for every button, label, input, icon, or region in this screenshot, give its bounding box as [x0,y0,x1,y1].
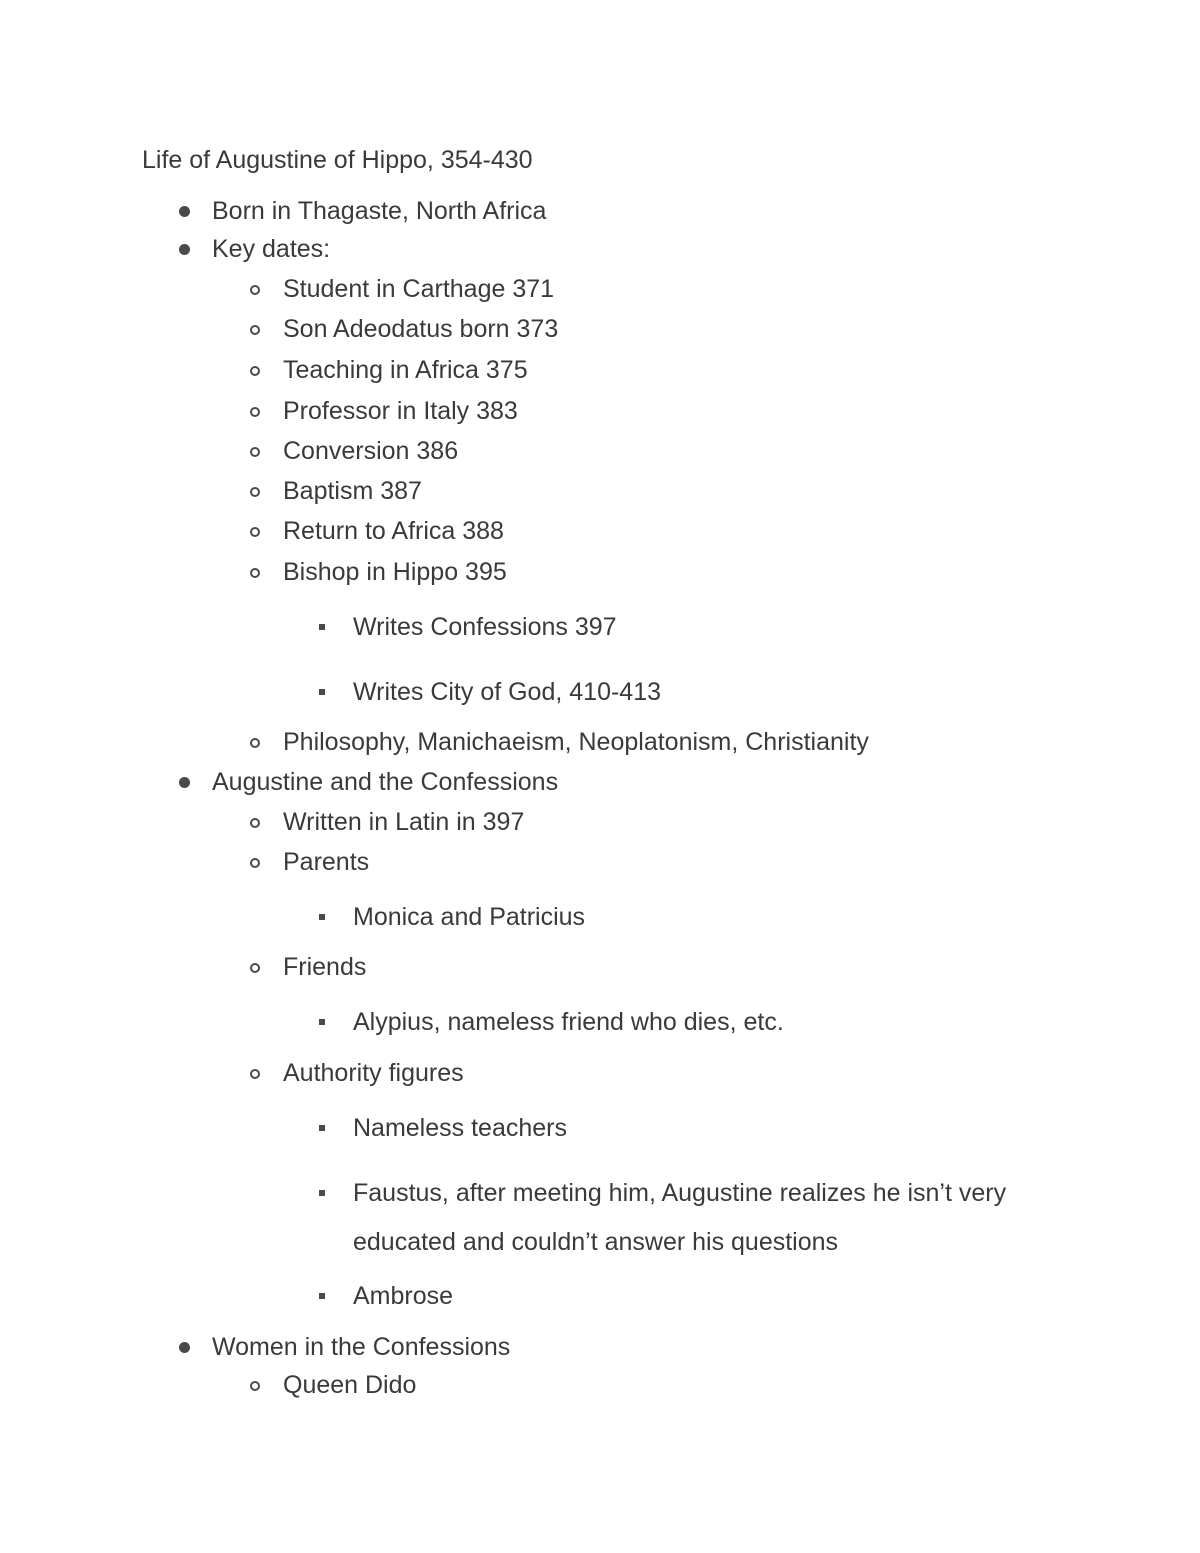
outline-item-text: Women in the Confessions [212,1333,511,1361]
outline-item-text: Monica and Patricius [353,903,586,931]
outline-item-text: Alypius, nameless friend who dies, etc. [353,1008,784,1036]
document-title: Life of Augustine of Hippo, 354-430 [142,146,533,174]
bullet-circle-icon [250,285,260,295]
bullet-dot-icon [179,777,190,788]
bullet-square-icon [319,1293,325,1299]
bullet-circle-icon [250,487,260,497]
bullet-square-icon [319,689,325,695]
outline-item-text: Written in Latin in 397 [283,808,525,836]
bullet-square-icon [319,624,325,630]
bullet-circle-icon [250,963,260,973]
outline-item-text: Ambrose [353,1282,454,1310]
bullet-circle-icon [250,738,260,748]
bullet-dot-icon [179,1342,190,1353]
outline-item-text: Bishop in Hippo 395 [283,558,507,586]
outline-item-text: Conversion 386 [283,437,459,465]
outline-item-text: Authority figures [283,1059,464,1087]
bullet-circle-icon [250,325,260,335]
bullet-dot-icon [179,244,190,255]
outline-item-text: Return to Africa 388 [283,517,504,545]
bullet-circle-icon [250,366,260,376]
outline-item-text: Student in Carthage 371 [283,275,555,303]
bullet-circle-icon [250,447,260,457]
bullet-circle-icon [250,1069,260,1079]
outline-item-text: Faustus, after meeting him, Augustine realizes he isn’t very [353,1179,1007,1207]
outline-item-text: Writes Confessions 397 [353,613,617,641]
outline-item-text: Parents [283,848,370,876]
outline-item-text: Philosophy, Manichaeism, Neoplatonism, Christianity [283,728,869,756]
bullet-square-icon [319,1190,325,1196]
outline-item-text: Professor in Italy 383 [283,397,518,425]
bullet-circle-icon [250,407,260,417]
bullet-circle-icon [250,527,260,537]
outline-item-text: Key dates: [212,235,331,263]
bullet-circle-icon [250,858,260,868]
bullet-square-icon [319,914,325,920]
outline-item-text: Born in Thagaste, North Africa [212,197,547,225]
outline-item-text: Augustine and the Confessions [212,768,559,796]
outline-item-text: Writes City of God, 410-413 [353,678,662,706]
bullet-square-icon [319,1125,325,1131]
bullet-circle-icon [250,568,260,578]
outline-item-text: Son Adeodatus born 373 [283,315,559,343]
outline-item-text: Baptism 387 [283,477,422,505]
outline-item-text: Teaching in Africa 375 [283,356,528,384]
outline-item-text: Queen Dido [283,1371,417,1399]
bullet-circle-icon [250,818,260,828]
bullet-square-icon [319,1019,325,1025]
bullet-circle-icon [250,1381,260,1391]
outline-item-text: educated and couldn’t answer his questions [353,1228,839,1256]
outline-item-text: Nameless teachers [353,1114,567,1142]
bullet-dot-icon [179,206,190,217]
outline-item-text: Friends [283,953,367,981]
